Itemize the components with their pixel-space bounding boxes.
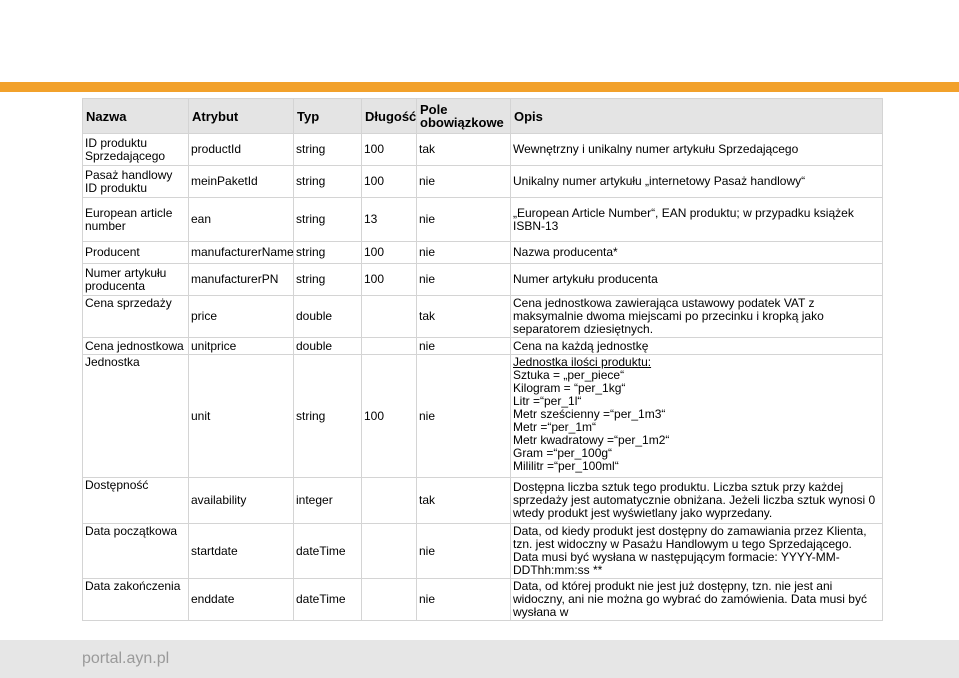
table-row <box>83 264 883 296</box>
cell-atrybut: ean <box>189 198 294 242</box>
cell-atrybut: productId <box>189 134 294 166</box>
cell-opis: Data, od której produkt nie jest już dostępny, tzn. nie jest ani widoczny, ani nie można go wybrać do zamówienia. Data musi być wysłana w <box>511 579 883 621</box>
cell-typ: string <box>294 264 362 296</box>
cell-dlugosc: 100 <box>362 242 417 264</box>
cell-opis <box>511 355 883 478</box>
unit-list-title: Jednostka ilości produktu: <box>513 355 652 369</box>
cell-obowiazkowe: nie <box>417 355 511 478</box>
table-row <box>83 355 883 478</box>
cell-atrybut: enddate <box>189 579 294 621</box>
cell-dlugosc: 100 <box>362 166 417 198</box>
cell-typ: double <box>294 338 362 355</box>
unit-list: Sztuka = „per_piece“ Kilogram = “per_1kg“ Litr =“per_1l“ Metr sześcienny =“per_1m3“ Metr =“per_1m“ Metr kwadratowy =“per_1m2“ Gram =“per_100g“ Mililitr =“per_100ml“ <box>513 368 670 473</box>
cell-opis: Dostępna liczba sztuk tego produktu. Liczba sztuk przy każdej sprzedaży jest automatycznie obniżana. Jeżeli liczba sztuk wynosi 0 wtedy produkt jest wyświetlany jako wyprzedany. <box>511 478 883 524</box>
cell-obowiazkowe: nie <box>417 579 511 621</box>
cell-nazwa: Cena sprzedaży <box>83 296 189 338</box>
cell-atrybut: unitprice <box>189 338 294 355</box>
header-atrybut: Atrybut <box>189 99 294 134</box>
cell-atrybut: price <box>189 296 294 338</box>
header-nazwa: Nazwa <box>83 99 189 134</box>
cell-atrybut: availability <box>189 478 294 524</box>
footer-text: portal.ayn.pl <box>82 650 170 667</box>
cell-obowiazkowe: nie <box>417 264 511 296</box>
cell-typ: string <box>294 166 362 198</box>
spec-table <box>82 98 883 621</box>
header-dlugosc: Długość <box>362 99 417 134</box>
table-row <box>83 296 883 338</box>
cell-dlugosc: 13 <box>362 198 417 242</box>
cell-atrybut: startdate <box>189 524 294 579</box>
cell-obowiazkowe: nie <box>417 338 511 355</box>
table-row <box>83 579 883 621</box>
cell-opis: Wewnętrzny i unikalny numer artykułu Sprzedającego <box>511 134 883 166</box>
cell-typ: dateTime <box>294 524 362 579</box>
cell-typ: string <box>294 355 362 478</box>
cell-dlugosc <box>362 338 417 355</box>
cell-dlugosc <box>362 579 417 621</box>
cell-dlugosc: 100 <box>362 134 417 166</box>
cell-obowiazkowe: nie <box>417 198 511 242</box>
header-pole-obowiazkowe: Pole obowiązkowe <box>417 99 511 134</box>
cell-opis: Cena na każdą jednostkę <box>511 338 883 355</box>
cell-nazwa: Jednostka <box>83 355 189 478</box>
cell-atrybut: meinPaketId <box>189 166 294 198</box>
cell-nazwa: Numer artykułu producenta <box>83 264 189 296</box>
cell-atrybut: manufacturerName <box>189 242 294 264</box>
top-margin <box>0 0 959 82</box>
cell-typ: double <box>294 296 362 338</box>
cell-dlugosc: 100 <box>362 355 417 478</box>
cell-obowiazkowe: nie <box>417 242 511 264</box>
cell-nazwa: Pasaż handlowy ID produktu <box>83 166 189 198</box>
table-row <box>83 478 883 524</box>
cell-obowiazkowe: tak <box>417 134 511 166</box>
cell-nazwa: Data zakończenia <box>83 579 189 621</box>
table-row <box>83 338 883 355</box>
cell-opis: Data, od kiedy produkt jest dostępny do zamawiania przez Klienta, tzn. jest widoczny w Pasażu Handlowym u tego Sprzedającego. Data musi być wysłana w następującym formacie: YYYY-MM-DDThh:mm:ss ** <box>511 524 883 579</box>
cell-obowiazkowe: nie <box>417 524 511 579</box>
cell-nazwa: Data początkowa <box>83 524 189 579</box>
cell-opis: Numer artykułu producenta <box>511 264 883 296</box>
header-opis: Opis <box>511 99 883 134</box>
table-row <box>83 166 883 198</box>
cell-nazwa: European article number <box>83 198 189 242</box>
accent-bar <box>0 82 959 92</box>
cell-opis: Unikalny numer artykułu „internetowy Pasaż handlowy“ <box>511 166 883 198</box>
cell-dlugosc <box>362 478 417 524</box>
cell-obowiazkowe: tak <box>417 478 511 524</box>
cell-obowiazkowe: tak <box>417 296 511 338</box>
cell-typ: integer <box>294 478 362 524</box>
table-row <box>83 524 883 579</box>
cell-typ: string <box>294 198 362 242</box>
cell-nazwa: Cena jednostkowa <box>83 338 189 355</box>
cell-typ: dateTime <box>294 579 362 621</box>
cell-typ: string <box>294 134 362 166</box>
table-row <box>83 242 883 264</box>
cell-atrybut: manufacturerPN <box>189 264 294 296</box>
cell-dlugosc <box>362 296 417 338</box>
table-row <box>83 134 883 166</box>
cell-atrybut: unit <box>189 355 294 478</box>
cell-nazwa: Dostępność <box>83 478 189 524</box>
cell-opis: Nazwa producenta* <box>511 242 883 264</box>
cell-dlugosc <box>362 524 417 579</box>
cell-dlugosc: 100 <box>362 264 417 296</box>
cell-nazwa: ID produktu Sprzedającego <box>83 134 189 166</box>
header-typ: Typ <box>294 99 362 134</box>
cell-opis: „European Article Number“, EAN produktu; w przypadku książek ISBN-13 <box>511 198 883 242</box>
cell-opis: Cena jednostkowa zawierająca ustawowy podatek VAT z maksymalnie dwoma miejscami po przecinku i kropką jako separatorem dziesiętnych. <box>511 296 883 338</box>
table-row <box>83 198 883 242</box>
cell-nazwa: Producent <box>83 242 189 264</box>
header-row <box>83 99 883 134</box>
cell-typ: string <box>294 242 362 264</box>
cell-obowiazkowe: nie <box>417 166 511 198</box>
